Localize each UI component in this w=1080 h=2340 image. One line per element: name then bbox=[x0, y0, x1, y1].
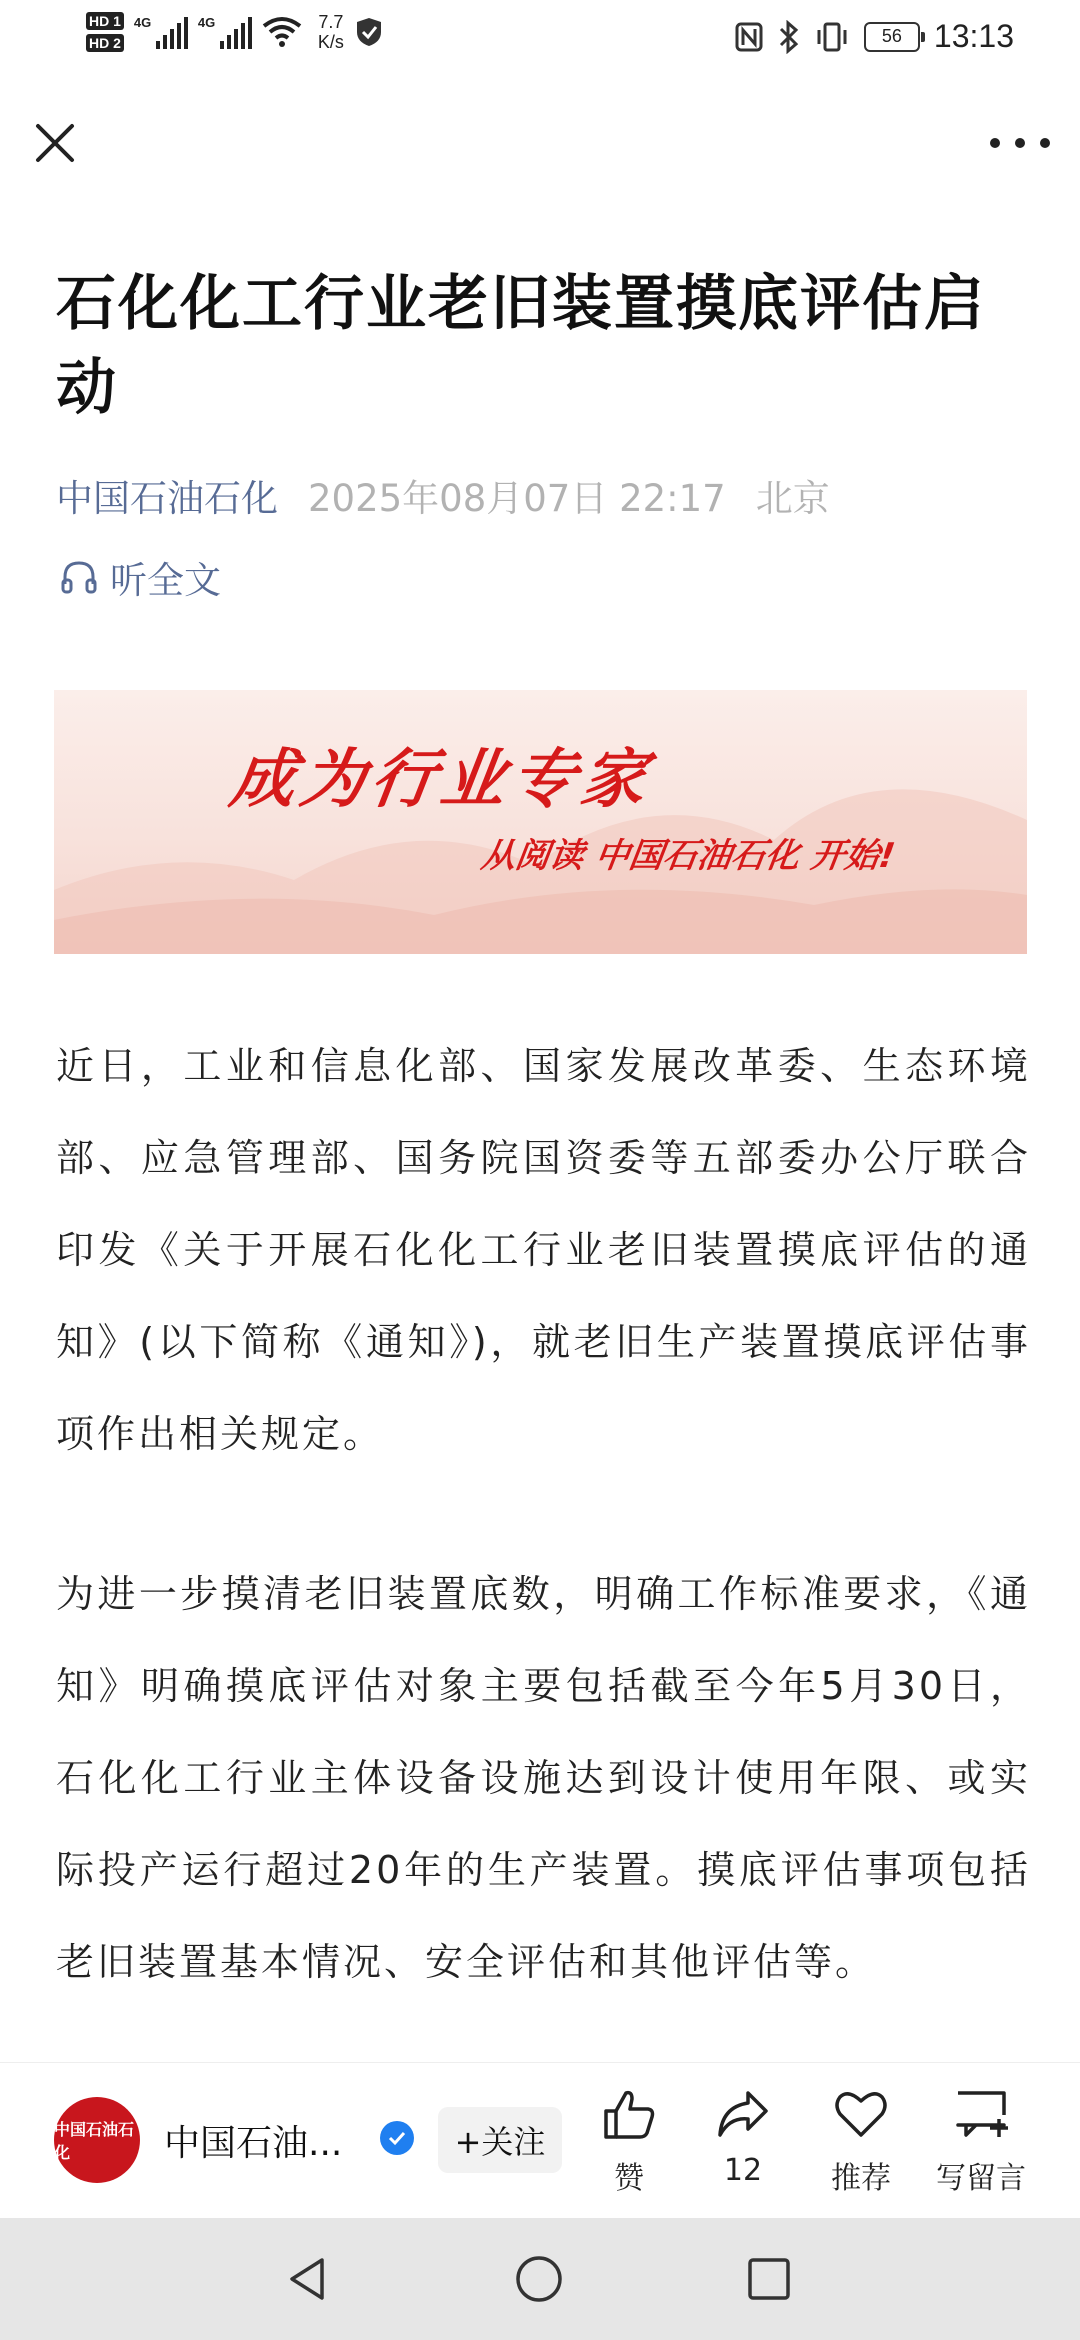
network-speed: 7.7 K/s bbox=[317, 12, 344, 52]
bluetooth-icon bbox=[778, 20, 800, 54]
close-icon bbox=[30, 118, 80, 168]
banner-sub-slogan: 从阅读 中国石油石化 开始! bbox=[478, 836, 898, 876]
hd1-badge: HD 1 bbox=[86, 12, 124, 30]
follow-button[interactable]: +关注 bbox=[438, 2107, 562, 2173]
recommend-button[interactable] bbox=[806, 2085, 916, 2205]
more-dot-icon bbox=[990, 138, 1000, 148]
account-name[interactable]: 中国石油... bbox=[164, 2123, 343, 2164]
publish-datetime: 2025年08月07日 22:17 bbox=[308, 477, 726, 520]
more-dot-icon bbox=[1040, 138, 1050, 148]
verified-icon bbox=[380, 2121, 414, 2155]
like-button[interactable] bbox=[574, 2085, 684, 2205]
shield-check-icon bbox=[354, 16, 384, 48]
comment-icon bbox=[952, 2085, 1010, 2143]
home-circle-icon bbox=[514, 2254, 564, 2304]
hd2-badge: HD 2 bbox=[86, 34, 124, 52]
like-label: 赞 bbox=[614, 2161, 644, 2196]
banner-slogan: 成为行业专家 bbox=[225, 743, 657, 817]
article-meta bbox=[56, 468, 830, 522]
vibrate-icon bbox=[814, 21, 850, 53]
wifi-icon bbox=[262, 16, 302, 48]
back-triangle-icon bbox=[284, 2254, 334, 2304]
article-paragraph-1: 近日，工业和信息化部、国家发展改革委、生态环境部、应急管理部、国务院国资委等五部委办公厅联合印发《关于开展石化化工行业老旧装置摸底评估的通知》(以下简称《通知》)，就老旧生产装置摸底评估事项作出相关规定。 bbox=[56, 1044, 1031, 1456]
comment-label: 写留言 bbox=[936, 2161, 1026, 2196]
heart-icon bbox=[832, 2085, 890, 2143]
share-button[interactable] bbox=[688, 2085, 798, 2205]
share-count: 12 bbox=[723, 2153, 763, 2188]
share-icon bbox=[714, 2085, 772, 2143]
listen-label: 听全文 bbox=[110, 559, 221, 602]
battery-icon: 56 bbox=[864, 22, 920, 52]
article-paragraph-2: 为进一步摸清老旧装置底数，明确工作标准要求，《通知》明确摸底评估对象主要包括截至今年5月30日，石化化工行业主体设备设施达到设计使用年限、或实际投产运行超过20年的生产装置。摸底评估事项包括老旧装置基本情况、安全评估和其他评估等。 bbox=[56, 1572, 1031, 1984]
nav-recents-button[interactable] bbox=[744, 2254, 794, 2304]
signal-icon-1: 4G bbox=[134, 15, 188, 49]
headphones-icon bbox=[60, 558, 98, 596]
account-avatar[interactable]: 中国石油石化 bbox=[54, 2097, 140, 2183]
more-options-button[interactable] bbox=[990, 128, 1050, 158]
status-bar bbox=[0, 0, 1080, 80]
more-dot-icon bbox=[1015, 138, 1025, 148]
nfc-icon bbox=[734, 21, 764, 53]
nav-home-button[interactable] bbox=[514, 2254, 564, 2304]
signal-icon-2: 4G bbox=[198, 15, 252, 49]
clock: 13:13 bbox=[933, 18, 1014, 54]
system-nav-bar bbox=[0, 2218, 1080, 2340]
source-link[interactable]: 中国石油石化 bbox=[56, 477, 278, 520]
listen-full-button[interactable] bbox=[60, 550, 221, 604]
nav-back-button[interactable] bbox=[284, 2254, 334, 2304]
article-banner bbox=[54, 690, 1027, 954]
recents-square-icon bbox=[744, 2254, 794, 2304]
thumbs-up-icon bbox=[600, 2085, 658, 2143]
write-comment-button[interactable] bbox=[926, 2085, 1036, 2205]
article-action-bar bbox=[0, 2062, 1080, 2219]
close-button[interactable] bbox=[30, 118, 80, 168]
publish-location: 北京 bbox=[755, 477, 830, 520]
article-title: 石化化工行业老旧装置摸底评估启动 bbox=[56, 269, 986, 423]
recommend-label: 推荐 bbox=[831, 2161, 891, 2196]
